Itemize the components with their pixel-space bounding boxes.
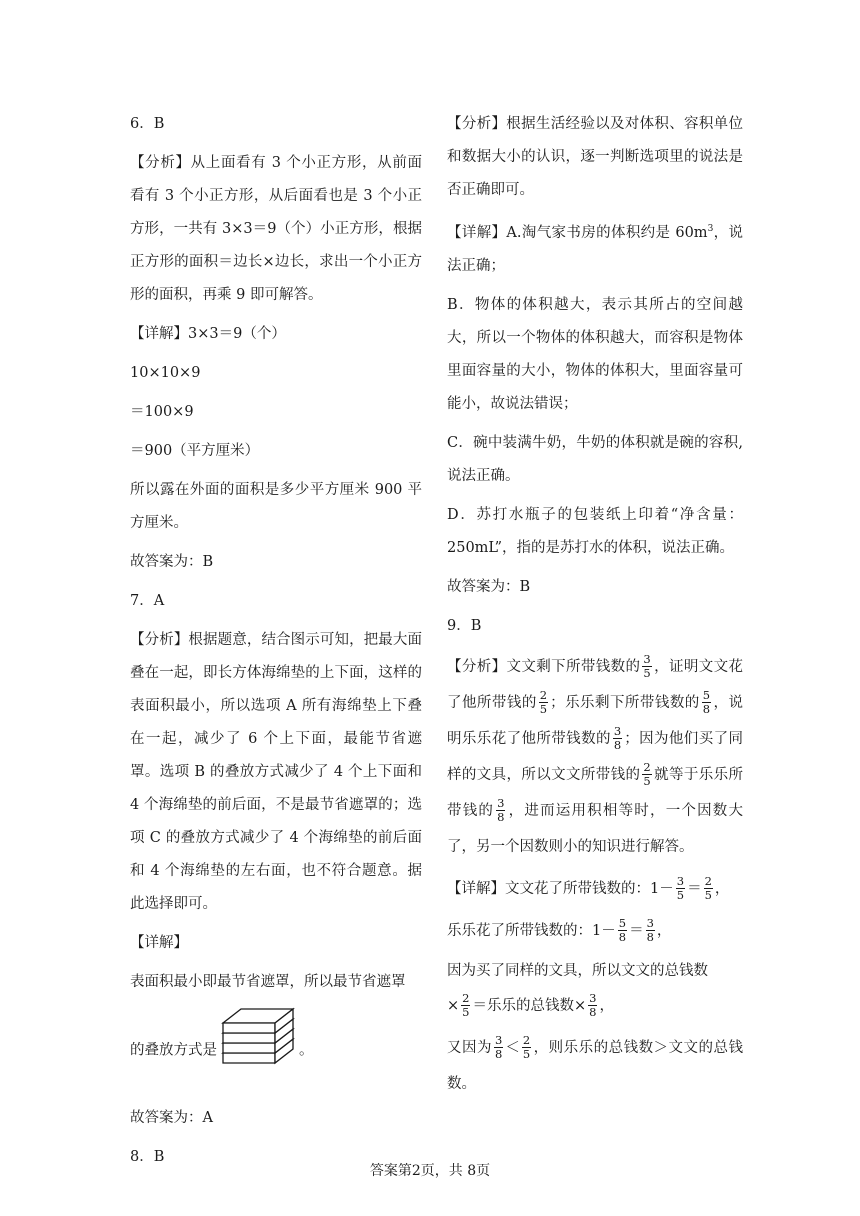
fraction-denominator: 8 <box>646 930 654 945</box>
fraction-denominator: 5 <box>539 702 548 717</box>
fraction-numerator: 3 <box>497 796 505 811</box>
fraction-denominator: 8 <box>494 1047 503 1062</box>
q9-analysis-part: ，说明乐乐花了他所带钱数的 <box>447 694 744 747</box>
left-column <box>130 108 422 1174</box>
q7-answer: 故答案为：A <box>130 1110 213 1126</box>
q9-detail-line3: 因为买了同样的文具，所以文文的总钱数 <box>447 962 708 979</box>
fraction-numerator: 2 <box>462 991 470 1006</box>
q8-analysis: 【分析】根据生活经验以及对体积、容积单位和数据大小的认识，逐一判断选项里的说法是否正确即可。 <box>447 116 743 198</box>
stacked-pads-figure <box>219 1005 297 1096</box>
q9-detail-part: 又因为 <box>447 1039 492 1056</box>
q7-analysis: 【分析】根据题意，结合图示可知，把最大面叠在一起，即长方体海绵垫的上下面，这样的表面积最小，所以选项 A 所有海绵垫上下叠在一起，减少了 6 个上下面，最能节省遮罩。选项 B 的叠放方式减少了 4 个上下面和 4 个海绵垫的前后面，不是最节省遮罩的；选项 C 的叠放方式减少了 4 个海绵垫的前后面和 4 个海绵垫的左右面，也不符合题意。据此选择即可。 <box>130 632 422 912</box>
q8-title: 8．B <box>130 1149 165 1165</box>
fraction-denominator: 8 <box>613 738 622 753</box>
fraction-denominator: 5 <box>704 888 712 903</box>
fraction-2-5 <box>539 689 548 716</box>
q7-detail-text: 表面积最小即最节省遮罩，所以最节省遮罩 <box>130 974 406 990</box>
fraction-numerator: 2 <box>643 760 651 775</box>
fraction-3-8 <box>494 1034 503 1061</box>
fraction-denominator: 8 <box>618 930 627 945</box>
q6-title: 6．B <box>130 116 165 132</box>
q6-calc-line2: ＝100×9 <box>130 404 194 420</box>
q8-detail-a-suffix: ，说法正确； <box>447 224 744 274</box>
q8-detail-a-prefix: 【详解】A.淘气家书房的体积约是 60m <box>447 224 708 241</box>
q8-option-c: C．碗中装满牛奶，牛奶的体积就是碗的容积,说法正确。 <box>447 434 743 484</box>
q6-analysis: 【分析】从上面看有 3 个小正方形，从前面看有 3 个小正方形，从后面看也是 3 个小正方形，一共有 3×3＝9（个）小正方形，根据正方形的面积＝边长×边长，求出一个小正方形的面积，再乘 9 即可解答。 <box>130 155 422 303</box>
q6-detail: 【详解】3×3＝9（个） <box>130 326 286 342</box>
fraction-3-8 <box>588 992 597 1019</box>
q9-analysis-part: ；因为他们买了同样的文具，所以文文所带钱的 <box>447 730 744 783</box>
fraction-denominator: 8 <box>702 702 711 717</box>
fraction-denominator: 8 <box>589 1005 597 1020</box>
page-footer: 答案第2页，共 8页 <box>369 1163 491 1179</box>
unit-superscript: 3 <box>707 224 714 234</box>
q7-method-prefix: 的叠放方式是 <box>130 1042 217 1059</box>
fraction-denominator: 5 <box>522 1047 531 1062</box>
q9-analysis-part: 就等于乐乐所带钱的 <box>447 766 743 819</box>
q9-analysis-part: ，证明文文花了他所带钱的 <box>447 658 743 711</box>
fraction-3-5 <box>642 653 651 680</box>
q8-detail-a <box>447 213 743 283</box>
fraction-3-8 <box>613 725 622 752</box>
fraction-denominator: 8 <box>497 810 505 825</box>
q9-detail-part: ＝ <box>687 880 702 897</box>
q9-detail-line1 <box>447 871 743 907</box>
fraction-2-5 <box>461 992 470 1019</box>
fraction-numerator: 3 <box>589 991 597 1006</box>
q9-detail-part: ＜ <box>505 1039 520 1056</box>
q6-conclusion: 所以露在外面的面积是多少平方厘米 900 平方厘米。 <box>130 482 422 531</box>
fraction-denominator: 5 <box>676 888 685 903</box>
q8-option-d: D．苏打水瓶子的包装纸上印着“净含量：250mL”，指的是苏打水的体积，说法正确。 <box>447 506 743 556</box>
fraction-numerator: 3 <box>646 916 654 931</box>
q9-detail-part: ， <box>599 997 614 1014</box>
q7-method-line <box>130 1005 422 1096</box>
fraction-denominator: 5 <box>643 666 651 681</box>
q8-option-b: B．物体的体积越大，表示其所占的空间越大，所以一个物体的体积越大，而容积是物体里面容量的大小，物体的体积大，里面容量可能小，故说法错误； <box>447 296 743 412</box>
q6-calc-line1: 10×10×9 <box>130 365 201 381</box>
fraction-numerator: 5 <box>702 688 711 703</box>
fraction-5-8 <box>618 917 627 944</box>
fraction-denominator: 5 <box>643 774 651 789</box>
fraction-3-5 <box>676 875 685 902</box>
q7-detail-label: 【详解】 <box>130 935 188 951</box>
fraction-5-8 <box>702 689 711 716</box>
fraction-numerator: 2 <box>522 1033 531 1048</box>
q6-calc-line3: ＝900（平方厘米） <box>130 443 260 459</box>
q9-detail-part: ＝ <box>629 922 644 939</box>
q9-detail-part: ＝乐乐的总钱数× <box>472 997 587 1014</box>
q9-detail-part: × <box>447 997 460 1014</box>
fraction-3-8 <box>646 917 655 944</box>
q6-answer: 故答案为：B <box>130 554 214 570</box>
fraction-numerator: 3 <box>613 724 622 739</box>
q9-detail-part: 【详解】文文花了所带钱数的：1－ <box>447 880 674 897</box>
q7-title: 7．A <box>130 593 165 609</box>
fraction-numerator: 5 <box>618 916 627 931</box>
q8-answer: 故答案为：B <box>447 578 531 595</box>
q9-detail-line4 <box>447 988 743 1024</box>
fraction-numerator: 3 <box>676 874 685 889</box>
fraction-2-5 <box>642 761 651 788</box>
fraction-numerator: 3 <box>643 652 651 667</box>
q9-detail-part: ， <box>656 922 672 939</box>
fraction-denominator: 5 <box>462 1005 470 1020</box>
q9-analysis-part: 【分析】文文剩下所带钱数的 <box>447 658 641 675</box>
q9-analysis <box>447 649 743 865</box>
fraction-numerator: 3 <box>494 1033 503 1048</box>
right-column <box>447 108 743 1102</box>
fraction-2-5 <box>522 1034 531 1061</box>
fraction-numerator: 2 <box>704 874 712 889</box>
q7-method-suffix: 。 <box>299 1042 314 1059</box>
q9-detail-part: ， <box>714 880 730 897</box>
q9-analysis-part: ；乐乐剩下所带钱数的 <box>550 694 700 711</box>
q9-detail-part: 乐乐花了所带钱数的：1－ <box>447 922 616 939</box>
q9-detail-line5 <box>447 1030 743 1102</box>
q9-title: 9．B <box>447 617 482 634</box>
q9-detail-part: ，则乐乐的总钱数＞文文的总钱数。 <box>447 1039 744 1092</box>
fraction-2-5 <box>704 875 713 902</box>
q9-analysis-part: ，进而运用积相等时，一个因数大了，另一个因数则小的知识进行解答。 <box>447 802 744 855</box>
fraction-3-8 <box>496 797 505 824</box>
q9-detail-line2 <box>447 913 743 949</box>
fraction-numerator: 2 <box>539 688 548 703</box>
